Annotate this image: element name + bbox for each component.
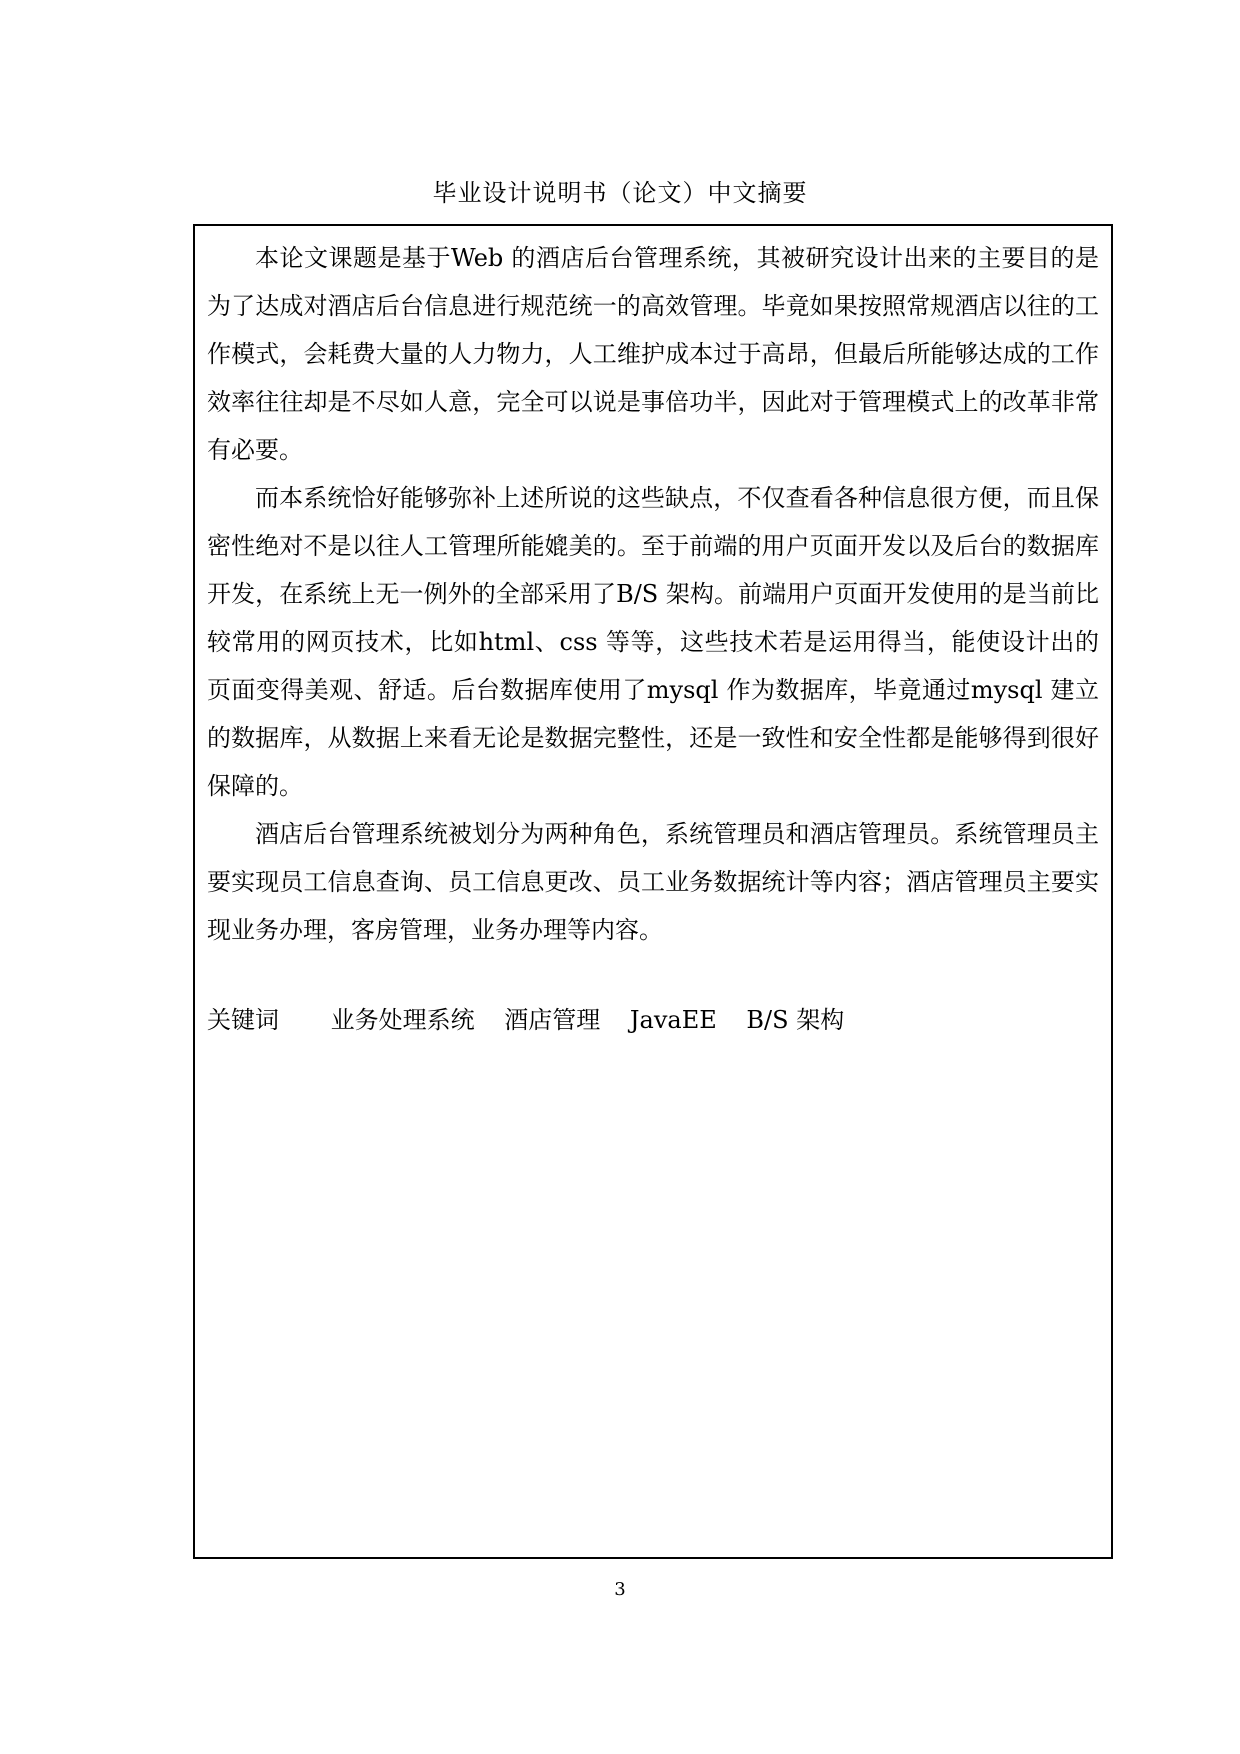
keywords-line <box>207 996 1099 1044</box>
abstract-frame <box>193 224 1113 1559</box>
keyword-term: 业务处理系统 <box>330 1006 475 1034</box>
keyword-term: JavaEE <box>629 1006 717 1034</box>
page-number: 3 <box>614 1579 626 1600</box>
keyword-term: 酒店管理 <box>504 1006 601 1034</box>
abstract-paragraph-1: 本论文课题是基于Web 的酒店后台管理系统，其被研究设计出来的主要目的是为了达成对酒店后台信息进行规范统一的高效管理。毕竟如果按照常规酒店以往的工作模式，会耗费大量的人力物力，人工维护成本过于高昂，但最后所能够达成的工作效率往往却是不尽如人意，完全可以说是事倍功半，因此对于管理模式上的改革非常有必要。 <box>207 244 1099 464</box>
keywords-label: 关键词 <box>207 1006 279 1034</box>
document-title: 毕业设计说明书（论文）中文摘要 <box>432 179 808 207</box>
keyword-term: B/S 架构 <box>746 1006 845 1034</box>
abstract-paragraph-3: 酒店后台管理系统被划分为两种角色，系统管理员和酒店管理员。系统管理员主要实现员工信息查询、员工信息更改、员工业务数据统计等内容；酒店管理员主要实现业务办理，客房管理，业务办理等内容。 <box>207 820 1099 944</box>
abstract-paragraph-2: 而本系统恰好能够弥补上述所说的这些缺点，不仅查看各种信息很方便，而且保密性绝对不是以往人工管理所能媲美的。至于前端的用户页面开发以及后台的数据库开发，在系统上无一例外的全部采用了B/S 架构。前端用户页面开发使用的是当前比较常用的网页技术，比如html、css 等等，这些技术若是运用得当，能使设计出的页面变得美观、舒适。后台数据库使用了mysql 作为数据库，毕竟通过mysql 建立的数据库，从数据上来看无论是数据完整性，还是一致性和安全性都是能够得到很好保障的。 <box>207 484 1099 800</box>
